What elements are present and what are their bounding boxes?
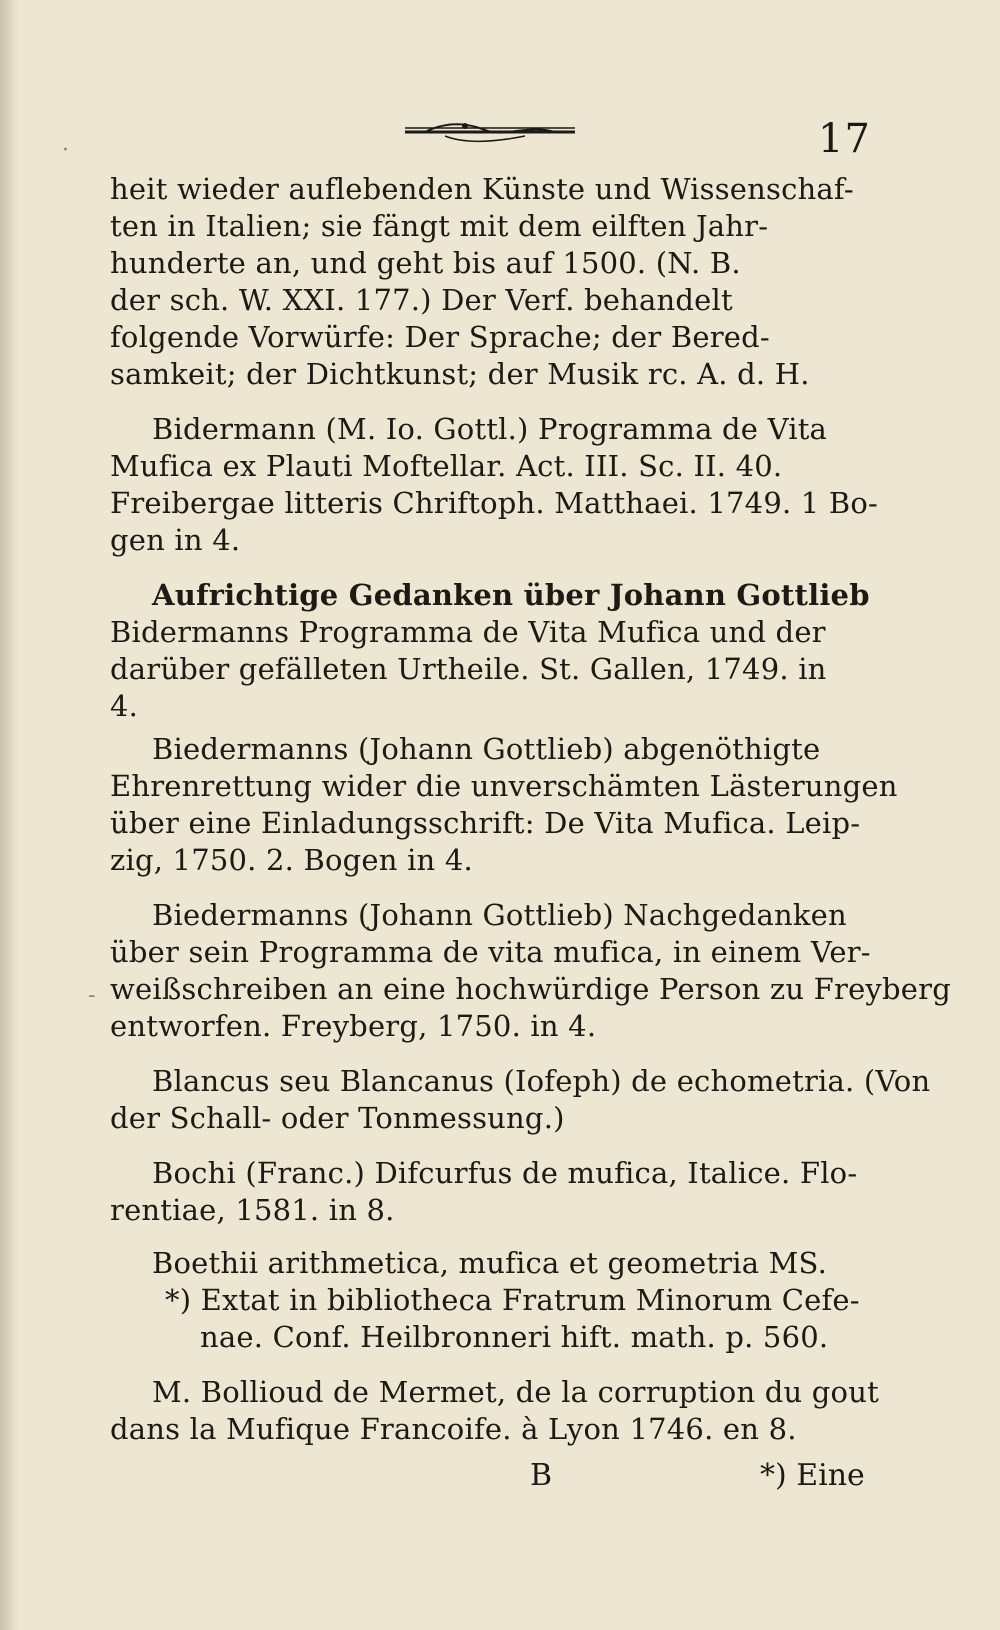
page-number: 17 (818, 116, 871, 162)
text-line-5: folgende Vorwürfe: Der Sprache; der Bered- (110, 320, 770, 354)
catchword: *) Eine (760, 1458, 865, 1493)
text-line-1: heit wieder auflebenden Künste und Wissenschaf- (110, 172, 854, 206)
entry-nachgedanken-line-2: über sein Programma de vita mufica, in einem Ver- (110, 935, 871, 969)
entry-ehrenrettung-line-3: über eine Einladungsschrift: De Vita Mufica. Leip- (110, 806, 861, 840)
entry-aufrichtige-line-1: Aufrichtige Gedanken über Johann Gottlieb (152, 578, 870, 612)
entry-aufrichtige-line-4: 4. (110, 689, 139, 723)
entry-ehrenrettung-line-4: zig, 1750. 2. Bogen in 4. (110, 843, 473, 877)
entry-nachgedanken-line-1: Biedermanns (Johann Gottlieb) Nachgedanken (152, 898, 847, 932)
entry-bochi-line-2: rentiae, 1581. in 8. (110, 1193, 395, 1227)
entry-ehrenrettung-line-2: Ehrenrettung wider die unverschämten Lästerungen (110, 769, 898, 803)
entry-bochi-line-1: Bochi (Franc.) Difcurfus de mufica, Italice. Flo- (152, 1156, 858, 1190)
entry-ehrenrettung-line-1: Biedermanns (Johann Gottlieb) abgenöthigte (152, 732, 821, 766)
page-edge-shadow (0, 0, 18, 1630)
entry-bidermann-line-1: Bidermann (M. Io. Gottl.) Programma de Vita (152, 412, 828, 446)
entry-nachgedanken-line-4: entworfen. Freyberg, 1750. in 4. (110, 1009, 597, 1043)
entry-bidermann-line-2: Mufica ex Plauti Moftellar. Act. III. Sc. II. 40. (110, 449, 783, 483)
entry-bollioud-line-2: dans la Mufique Francoife. à Lyon 1746. en 8. (110, 1412, 797, 1446)
text-line-2: ten in Italien; sie fängt mit dem eilften Jahr- (110, 209, 769, 243)
entry-boethii-line-1: Boethii arithmetica, mufica et geometria MS. (152, 1246, 828, 1280)
entry-aufrichtige-line-2: Bidermanns Programma de Vita Mufica und der (110, 615, 826, 649)
margin-mark-2: - (88, 983, 96, 1008)
header-ornament-icon (405, 118, 575, 146)
footnote-line-2: nae. Conf. Heilbronneri hift. math. p. 560. (200, 1320, 829, 1354)
entry-blancus-line-2: der Schall- oder Tonmessung.) (110, 1101, 565, 1135)
margin-mark-1: · (62, 138, 69, 163)
signature-mark: B (530, 1458, 553, 1493)
footnote-line-1: *) Extat in bibliotheca Fratrum Minorum Cefe- (165, 1283, 860, 1317)
entry-bollioud-line-1: M. Bollioud de Mermet, de la corruption du gout (152, 1375, 879, 1409)
entry-bidermann-line-4: gen in 4. (110, 523, 241, 557)
text-line-3: hunderte an, und geht bis auf 1500. (N. B. (110, 246, 741, 280)
entry-nachgedanken-line-3: weißschreiben an eine hochwürdige Person zu Freyberg (110, 972, 951, 1006)
entry-blancus-line-1: Blancus seu Blancanus (Iofeph) de echometria. (Von (152, 1064, 931, 1098)
text-line-6: samkeit; der Dichtkunst; der Musik rc. A. d. H. (110, 357, 810, 391)
text-line-4: der sch. W. XXI. 177.) Der Verf. behandelt (110, 283, 733, 317)
entry-bidermann-line-3: Freibergae litteris Chriftoph. Matthaei. 1749. 1 Bo- (110, 486, 879, 520)
entry-aufrichtige-line-3: darüber gefälleten Urtheile. St. Gallen, 1749. in (110, 652, 827, 686)
